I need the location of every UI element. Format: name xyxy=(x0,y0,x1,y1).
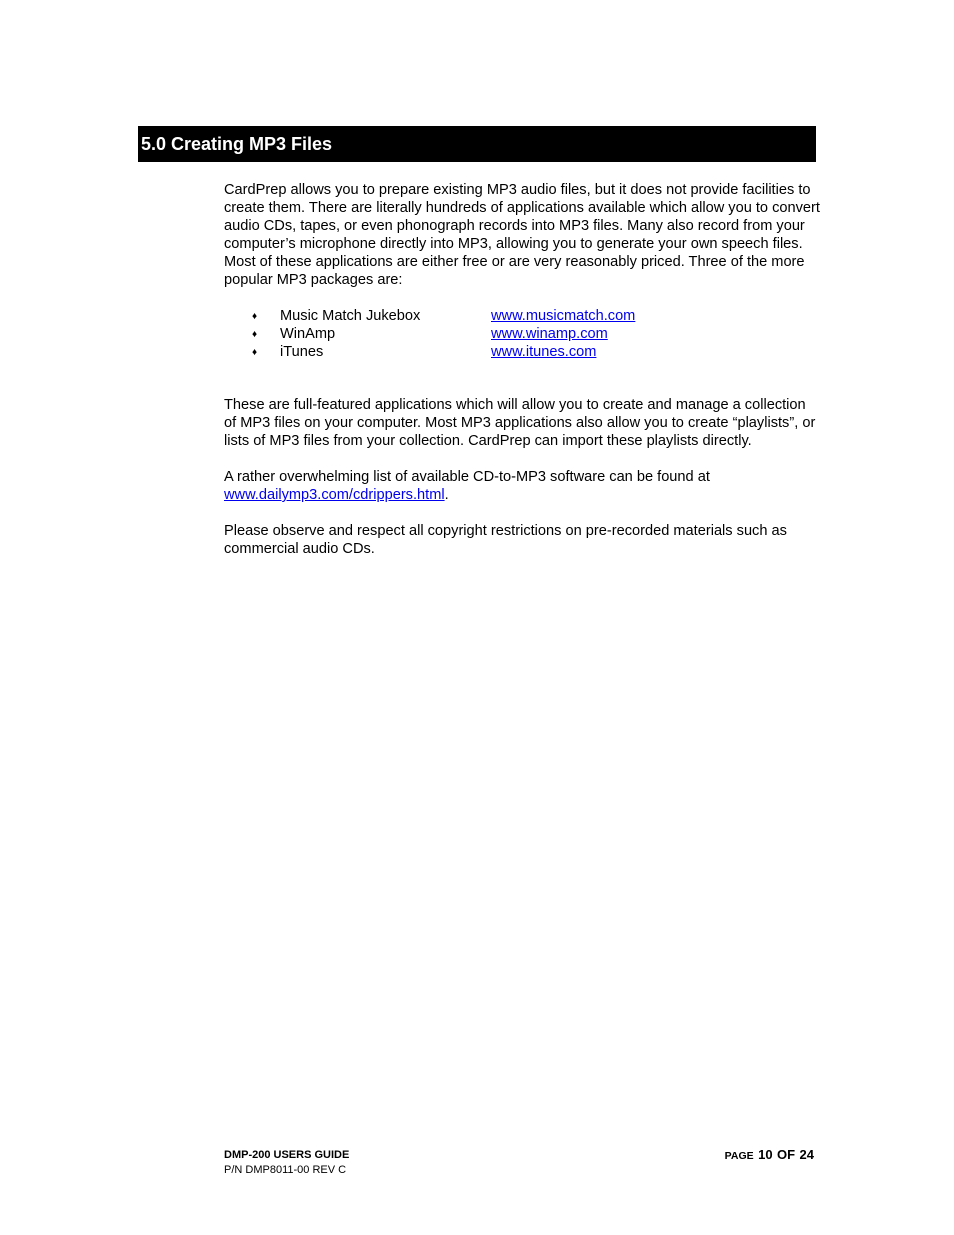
section-header xyxy=(138,126,816,162)
package-name: WinAmp xyxy=(280,326,336,342)
page-of: OF xyxy=(777,1147,796,1162)
software-list-text: A rather overwhelming list of available CD-to-MP3 software can be found at xyxy=(224,469,710,485)
footer-part-number: P/N DMP8011-00 REV C xyxy=(224,1164,347,1176)
cdrippers-link[interactable]: www.dailymp3.com/cdrippers.html xyxy=(224,487,445,503)
features-paragraph: These are full-featured applications which will allow you to create and manage a collection of MP3 files on your computer. Most MP3 applications also allow you to create “playlists”, or lists of MP3 files from your collection. CardPrep can import these playlists directly. xyxy=(224,397,816,449)
package-link[interactable]: www.musicmatch.com xyxy=(491,308,636,324)
list-item xyxy=(250,325,750,343)
footer-doc-title: DMP-200 USERS GUIDE xyxy=(224,1149,350,1161)
sentence-end: . xyxy=(444,487,449,503)
package-name: Music Match Jukebox xyxy=(280,308,421,324)
package-link[interactable]: www.winamp.com xyxy=(491,326,608,342)
page-label: PAGE xyxy=(724,1150,754,1162)
footer-left xyxy=(224,1148,349,1178)
footer-page-number xyxy=(725,1146,814,1165)
package-name: iTunes xyxy=(280,344,324,360)
page-total: 24 xyxy=(799,1147,814,1162)
software-list-paragraph xyxy=(224,468,820,504)
diamond-bullet-icon: ♦ xyxy=(252,347,258,358)
diamond-bullet-icon: ♦ xyxy=(252,311,258,322)
intro-paragraph: CardPrep allows you to prepare existing MP3 audio files, but it does not provide facilities to create them. There are literally hundreds of applications available which allow you to convert audio CDs, tapes, or even phonograph records into MP3 files. Many also record from your computer’s microphone directly into MP3, allowing you to generate your own speech files. Most of these applications are either free or are very reasonably priced. Three of the more popular MP3 packages are: xyxy=(224,182,820,288)
package-link[interactable]: www.itunes.com xyxy=(491,344,597,360)
section-title: 5.0 Creating MP3 Files xyxy=(141,134,333,154)
list-item xyxy=(250,343,750,361)
diamond-bullet-icon: ♦ xyxy=(252,329,258,340)
page-current: 10 xyxy=(758,1147,773,1162)
list-item xyxy=(250,307,750,325)
mp3-package-list xyxy=(250,307,750,361)
copyright-paragraph: Please observe and respect all copyright restrictions on pre-recorded materials such as commercial audio CDs. xyxy=(224,523,787,557)
